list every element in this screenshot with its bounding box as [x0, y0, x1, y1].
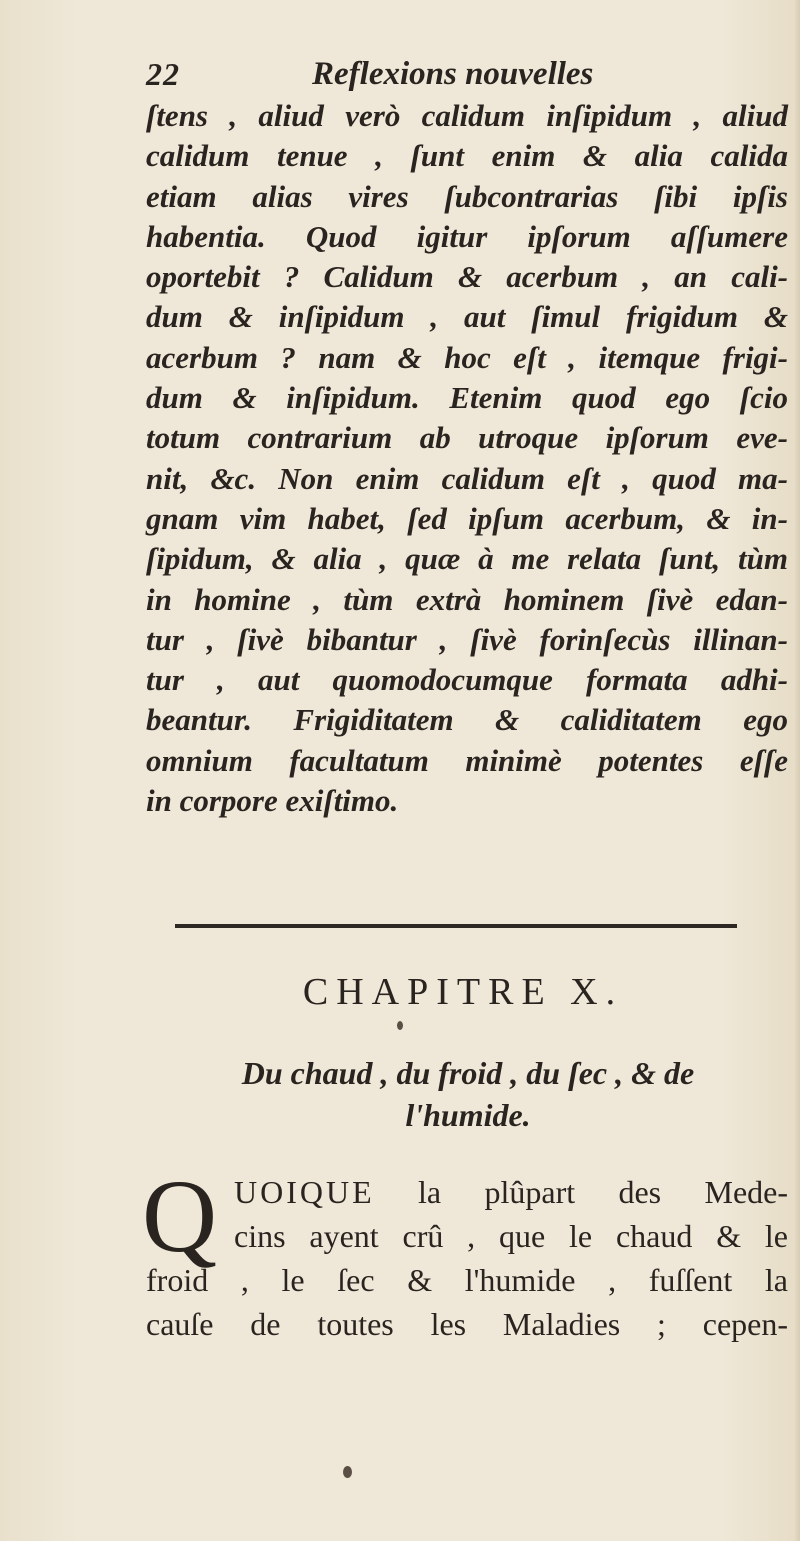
- text-line: beantur. Frigiditatem & caliditatem ego: [146, 702, 788, 738]
- text-line: tur , ſivè bibantur , ſivè forinſecùs illinan-: [146, 621, 788, 657]
- section-divider: [175, 924, 737, 928]
- french-paragraph: [142, 1159, 789, 1346]
- text-line: habentia. Quod igitur ipſorum aſſumere: [146, 218, 788, 254]
- text-line: totum contrarium ab utroque ipſorum eve-: [146, 420, 788, 456]
- subtitle-line: Du chaud , du froid , du ſec , & de: [241, 1055, 695, 1091]
- latin-paragraph: [146, 96, 788, 821]
- ink-speck: [343, 1466, 352, 1478]
- page-number: 22: [146, 56, 180, 92]
- chapter-title: CHAPITRE X.: [302, 971, 624, 1013]
- chapter-subtitle: [170, 1052, 766, 1136]
- text-line: oportebit ? Calidum & acerbum , an cali-: [146, 259, 788, 295]
- text-line: dum & inſipidum , aut ſimul frigidum &: [146, 299, 788, 335]
- text-line: dum & inſipidum. Etenim quod ego ſcio: [146, 380, 788, 416]
- text-line: cins ayent crû , que le chaud & le: [234, 1218, 788, 1254]
- text-line: ſtens , aliud verò calidum inſipidum , aliud: [146, 98, 788, 133]
- text-line: acerbum ? nam & hoc eſt , itemque frigi-: [146, 339, 788, 375]
- page-edge: [794, 0, 800, 1541]
- text-line: froid , le ſec & l'humide , fuſſent la: [146, 1262, 788, 1298]
- text-line: gnam vim habet, ſed ipſum acerbum, & in-: [146, 500, 788, 536]
- text-line: nit, &c. Non enim calidum eſt , quod ma-: [146, 460, 788, 496]
- first-word: UOIQUE: [234, 1174, 375, 1210]
- text-line: omnium facultatum minimè potentes eſſe: [146, 742, 788, 778]
- text-segment: la plûpart des Mede-: [418, 1174, 789, 1210]
- text-line: in corpore exiſtimo.: [146, 783, 399, 819]
- drop-cap: Q: [142, 1159, 218, 1274]
- text-line: cauſe de toutes les Maladies ; cepen-: [146, 1306, 788, 1342]
- text-line: etiam alias vires ſubcontrarias ſibi ipſis: [146, 178, 788, 214]
- text-line: in homine , tùm extrà hominem ſivè edan-: [146, 581, 788, 617]
- ink-speck: [397, 1021, 403, 1030]
- text-line: calidum tenue , ſunt enim & alia calida: [146, 138, 788, 174]
- subtitle-line: l'humide.: [405, 1097, 531, 1133]
- text-line: ſipidum, & alia , quæ à me relata ſunt, tùm: [146, 541, 788, 577]
- text-line: [146, 1170, 788, 1214]
- text-line: tur , aut quomodocumque formata adhi-: [146, 662, 788, 698]
- page-header: [146, 56, 786, 100]
- running-head: Reflexions nouvelles: [312, 56, 594, 92]
